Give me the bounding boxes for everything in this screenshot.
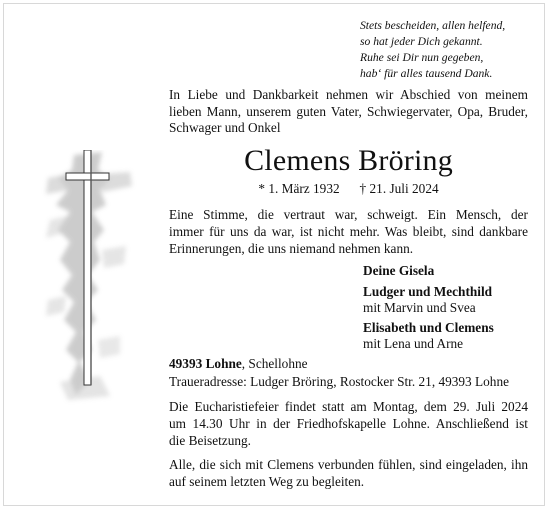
place-rest: , Schellohne <box>241 356 308 371</box>
signature-name: Deine Gisela <box>363 263 435 278</box>
service-info <box>169 398 528 449</box>
poem <box>360 18 540 82</box>
intro-line: lieben Mann, unserem guten Vater, Schwiegervater, Opa, Bruder, <box>169 103 528 119</box>
signature-name: Elisabeth und Clemens <box>363 320 494 335</box>
cross-icon <box>40 150 140 405</box>
place-line <box>169 355 528 372</box>
invitation-line: Alle, die sich mit Clemens verbunden fühlen, sind eingeladen, ihn <box>169 457 528 472</box>
service-line: die Beisetzung. <box>169 433 251 448</box>
intro-line: Schwager und Onkel <box>169 120 281 135</box>
signature-name: Ludger und Mechthild <box>363 284 493 299</box>
mourning-address: Traueradresse: Ludger Bröring, Rostocker Str. 21, 49393 Lohne <box>169 374 509 389</box>
signature-family-2 <box>363 320 533 352</box>
deceased-name: Clemens Bröring <box>244 144 453 177</box>
intro-line: In Liebe und Dankbarkeit nehmen wir Abschied von meinem <box>169 87 528 102</box>
poem-line: so hat jeder Dich gekannt. <box>360 35 483 48</box>
cross-smoke-graphic <box>40 150 140 405</box>
memorial-text <box>169 206 528 257</box>
memorial-line: Eine Stimme, die vertraut war, schweigt. Ein Mensch, der <box>169 207 528 222</box>
poem-line: Ruhe sei Dir nun gegeben, <box>360 51 484 64</box>
invitation <box>169 456 528 490</box>
service-line: Die Eucharistiefeier findet statt am Montag, dem 29. Juli 2024 <box>169 399 528 414</box>
signature-sub: mit Lena und Arne <box>363 336 464 351</box>
poem-line: Stets bescheiden, allen helfend, <box>360 19 506 32</box>
life-dates: * 1. März 1932 † 21. Juli 2024 <box>258 181 439 196</box>
signature-sub: mit Marvin und Svea <box>363 300 476 315</box>
signature-family-1 <box>363 284 533 316</box>
service-line: um 14.30 Uhr in der Friedhofskapelle Lohne. Anschließend ist <box>169 416 528 431</box>
memorial-line: Erinnerungen, die uns niemand nehmen kann. <box>169 241 414 256</box>
poem-line: hab‘ für alles tausend Dank. <box>360 67 493 80</box>
invitation-line: auf seinem letzten Weg zu begleiten. <box>169 474 365 489</box>
memorial-line: immer für uns da war, ist nicht mehr. Was bleibt, sind dankbare <box>169 224 528 239</box>
intro-text <box>169 87 528 137</box>
signature-wife <box>363 263 533 279</box>
place-bold: 49393 Lohne <box>169 356 242 371</box>
